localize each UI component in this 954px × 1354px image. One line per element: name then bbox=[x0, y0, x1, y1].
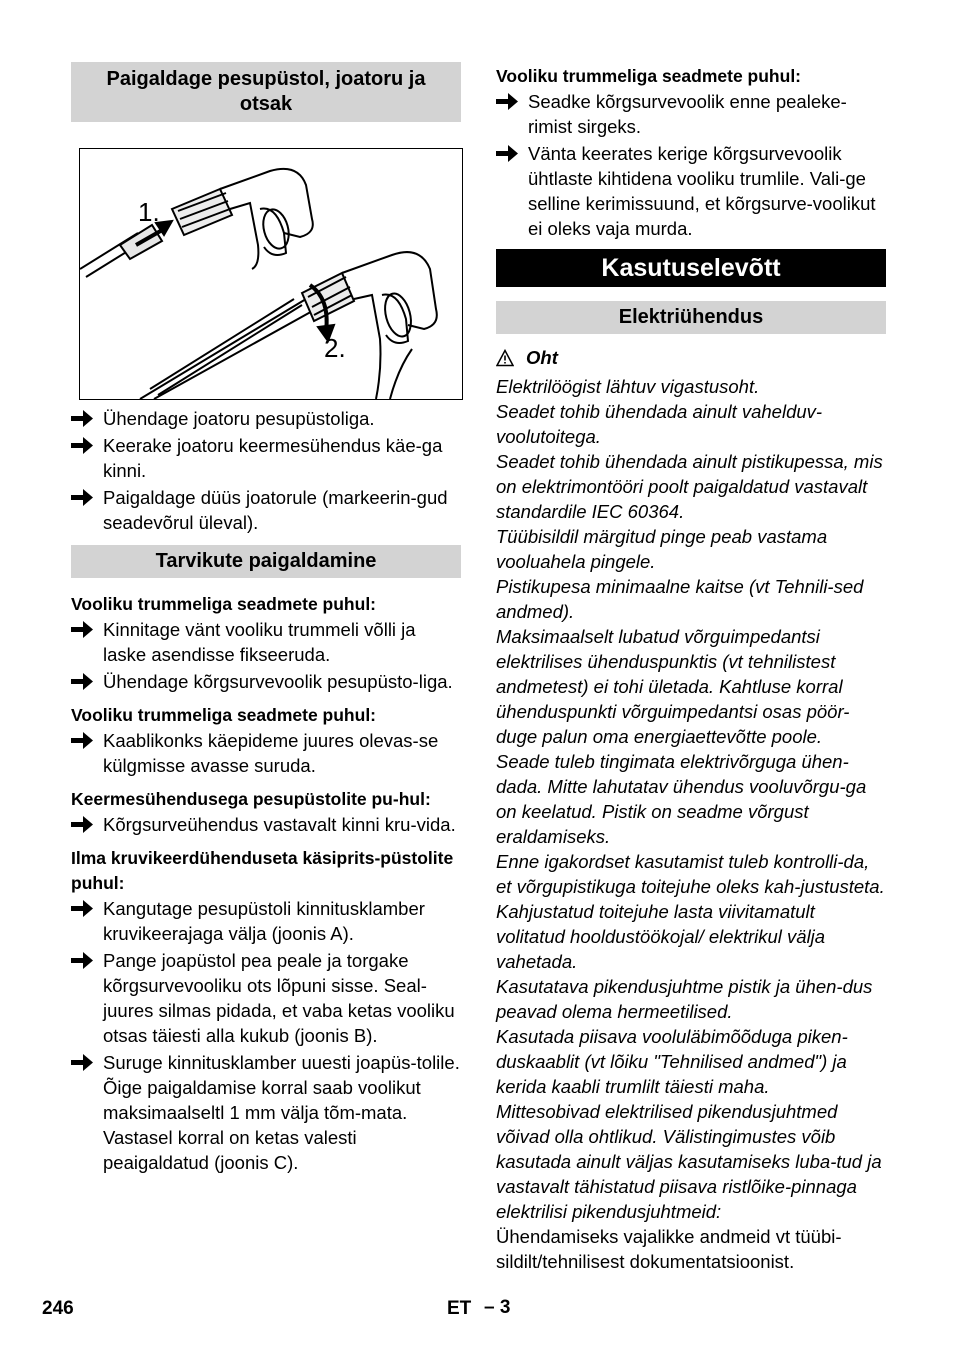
warning-line: Tüübisildil märgitud pinge peab vastama vooluahela pingele. bbox=[496, 526, 828, 572]
arrow-right-icon bbox=[71, 672, 93, 691]
arrow-right-icon bbox=[71, 620, 93, 639]
install-heading: Paigaldage pesupüstol, joatoru ja otsak bbox=[71, 62, 461, 122]
group1-steps bbox=[71, 617, 461, 694]
arrow-right-icon bbox=[71, 488, 93, 507]
warning-line: Seadet tohib ühendada ainult vahelduv-voolutoitega. bbox=[496, 401, 823, 447]
arrow-right-icon bbox=[71, 409, 93, 428]
language-code: ET bbox=[447, 1298, 472, 1319]
warning-label: Oht bbox=[496, 345, 886, 370]
accessories-heading: Tarvikute paigaldamine bbox=[71, 545, 461, 578]
section-number: – 3 bbox=[484, 1297, 511, 1318]
spray-gun-illustration bbox=[79, 148, 463, 400]
warning-triangle-icon bbox=[496, 349, 514, 367]
warning-line: Mittesobivad elektrilised pikendusjuhtmed võivad olla ohtlikud. Välistingimustes võib kasutada ainult väljas kasutamiseks luba-tud ja vastavalt tähistatud piisava ristlõike-pinnaga elektrilisi pikendusjuhtmeid: bbox=[496, 1101, 882, 1222]
step-1-label: 1. bbox=[138, 197, 160, 227]
warning-line: Kasutatava pikendusjuhtme pistik ja ühen-dus peavad olema hermeetilised. bbox=[496, 976, 873, 1022]
warning-text bbox=[496, 374, 886, 1224]
install-steps bbox=[71, 406, 461, 535]
list-item: Kõrgsurveühendus vastavalt kinni kru-vida. bbox=[71, 812, 461, 837]
list-item: Keerake joatoru keermesühendus käe-ga kinni. bbox=[71, 433, 461, 483]
list-item: Ühendage joatoru pesupüstoliga. bbox=[71, 406, 461, 431]
group4-heading: Ilma kruvikeerdühenduseta käsiprits-püstolite puhul: bbox=[71, 848, 454, 893]
page-number: 246 bbox=[42, 1298, 74, 1319]
list-item: Kangutage pesupüstoli kinnitusklamber kruvikeerajaga välja (joonis A). bbox=[71, 896, 461, 946]
left-column bbox=[71, 62, 461, 1175]
list-item: Ühendage kõrgsurvevoolik pesupüsto-liga. bbox=[71, 669, 461, 694]
group1-heading: Vooliku trummeliga seadmete puhul: bbox=[71, 594, 377, 614]
group2-steps bbox=[71, 728, 461, 778]
group5-steps bbox=[496, 89, 886, 241]
arrow-right-icon bbox=[71, 951, 93, 970]
warning-line: Enne igakordset kasutamist tuleb kontrolli-da, et võrgupistikuga toitejuhe oleks kah-justusteta. Kahjustatud toitejuhe lasta viivitamatult volitatud hooldustöökojal/ elektrikul välja vahetada. bbox=[496, 851, 885, 972]
spray-gun-drawing bbox=[80, 149, 462, 399]
warning-line: Seadet tohib ühendada ainult pistikupessa, mis on elektrimontööri poolt paigaldatud vastavalt standardile IEC 60364. bbox=[496, 451, 883, 522]
group5-heading: Vooliku trummeliga seadmete puhul: bbox=[496, 66, 802, 86]
list-item: Kaablikonks käepideme juures olevas-se külgmisse avasse suruda. bbox=[71, 728, 461, 778]
list-item: Paigaldage düüs joatorule (markeerin-gud seadevõrul üleval). bbox=[71, 485, 461, 535]
warning-line: Pistikupesa minimaalne kaitse (vt Tehnili-sed andmed). bbox=[496, 576, 864, 622]
group3-steps bbox=[71, 812, 461, 837]
main-section-heading: Kasutuselevõtt bbox=[496, 249, 886, 287]
warning-line: Elektrilöögist lähtuv vigastusoht. bbox=[496, 376, 760, 397]
group4-steps bbox=[71, 896, 461, 1175]
step-2-label: 2. bbox=[324, 333, 346, 363]
right-column bbox=[496, 62, 886, 1274]
arrow-right-icon bbox=[71, 436, 93, 455]
list-item: Suruge kinnitusklamber uuesti joapüs-tolile. Õige paigaldamise korral saab voolikut maksimaalseltl 1 mm välja tõm-mata. Vastasel korral on ketas valesti peaigaldatud (joonis C). bbox=[71, 1050, 461, 1175]
arrow-right-icon bbox=[71, 815, 93, 834]
warning-line: Kasutada piisava vooluläbimõõduga piken-duskaablit (vt lõiku "Tehnilised andmed") ja kerida kaabli trumlilt täiesti maha. bbox=[496, 1026, 848, 1097]
electrical-heading: Elektriühendus bbox=[496, 301, 886, 334]
list-item: Seadke kõrgsurvevoolik enne pealeke-rimist sirgeks. bbox=[496, 89, 886, 139]
arrow-right-icon bbox=[71, 1053, 93, 1072]
group2-heading: Vooliku trummeliga seadmete puhul: bbox=[71, 705, 377, 725]
list-item: Pange joapüstol pea peale ja torgake kõrgsurvevooliku ots lõpuni sisse. Seal-juures silmas pidada, et vaba ketas vooliku otsas täiesti alla kukub (joonis B). bbox=[71, 948, 461, 1048]
group3-heading: Keermesühendusega pesupüstolite pu-hul: bbox=[71, 789, 431, 809]
arrow-right-icon bbox=[71, 731, 93, 750]
arrow-right-icon bbox=[496, 92, 518, 111]
arrow-right-icon bbox=[496, 144, 518, 163]
warning-line: Seade tuleb tingimata elektrivõrguga ühen-dada. Mitte lahutatav ühendus vooluvõrgu-ga on keelatud. Pistik on seadme võrgust eraldamiseks. bbox=[496, 751, 867, 847]
closing-text: Ühendamiseks vajalikke andmeid vt tüübi-sildilt/tehnilisest dokumentatsioonist. bbox=[496, 1226, 842, 1272]
warning-line: Maksimaalselt lubatud võrguimpedantsi elektrilises ühenduspunktis (vt tehnilistest andmetest) ei tohi ületada. Kahtluse korral ühenduspunkti võrguimpedantsi osas pöör-duge palun oma energiaettevõtte poole. bbox=[496, 626, 850, 747]
list-item: Kinnitage vänt vooliku trummeli võlli ja laske asendisse fikseeruda. bbox=[71, 617, 461, 667]
list-item: Vänta keerates kerige kõrgsurvevoolik ühtlaste kihtidena vooliku trumlile. Vali-ge selline kerimissuund, et kõrgsurve-voolikut ei oleks vaja murda. bbox=[496, 141, 886, 241]
arrow-right-icon bbox=[71, 899, 93, 918]
